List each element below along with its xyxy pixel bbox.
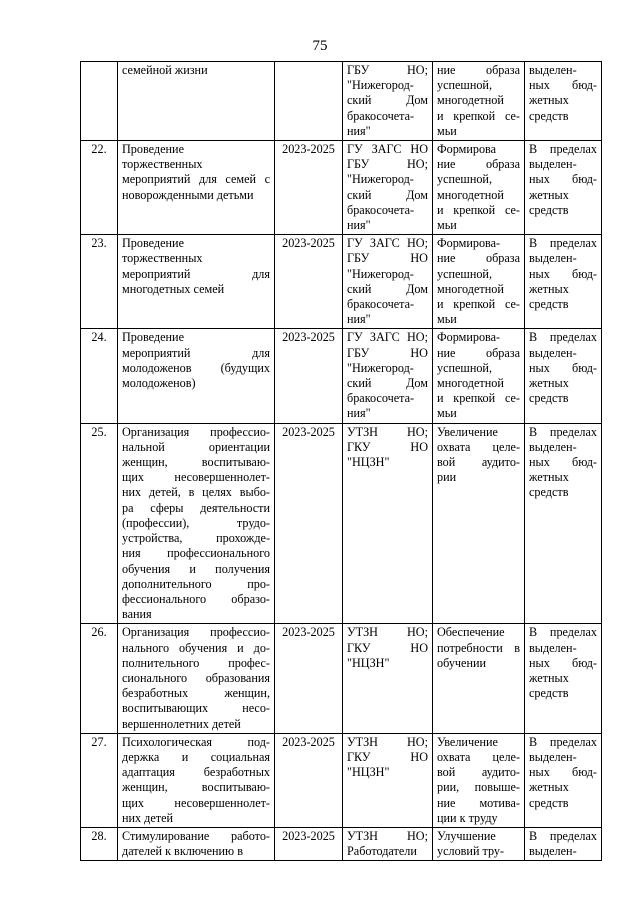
event-cell [118, 423, 275, 624]
cell-line: Увеличение [437, 424, 498, 439]
cell-line: успешной, [437, 78, 493, 93]
cell-line: дателей к включению в [122, 844, 243, 859]
responsible-cell [343, 423, 433, 624]
event-cell [118, 329, 275, 423]
cell-line: ние образа [437, 63, 520, 77]
cell-line: ГБУ НО; [347, 157, 428, 172]
cell-line: жетных [529, 670, 569, 685]
cell-line: ных бюд- [529, 78, 597, 93]
cell-line: "Нижегород- [347, 266, 414, 281]
cell-line: В пределах [529, 236, 597, 251]
period-cell: 2023-2025 [275, 827, 343, 860]
cell-line: бракосочета- [347, 391, 415, 406]
cell-line: средств [529, 686, 569, 701]
cell-line: воспитывающих несо- [122, 701, 270, 716]
cell-line: ных бюд- [529, 765, 597, 780]
cell-line: щих несовершеннолет- [122, 795, 270, 810]
cell-line: нального обучения и до- [122, 640, 270, 655]
cell-line: сионального образования [122, 670, 270, 685]
row-number: 22. [81, 141, 118, 235]
cell-line: женщин, воспитываю- [122, 455, 270, 470]
row-number: 24. [81, 329, 118, 423]
cell-line: выделен- [529, 345, 577, 360]
finance-cell [525, 827, 602, 860]
measures-table [80, 61, 602, 861]
row-number: 26. [81, 624, 118, 733]
cell-line: условий тру- [437, 844, 505, 859]
cell-line: жетных [529, 470, 569, 485]
result-cell [433, 62, 525, 141]
cell-line: В пределах [529, 330, 597, 345]
cell-line: ский Дом [347, 376, 428, 391]
cell-line: молодоженов) [122, 376, 196, 391]
cell-line: ГУ ЗАГС НО [347, 142, 428, 157]
cell-line: ния" [347, 406, 371, 421]
cell-line: вой аудито- [437, 765, 520, 780]
table-row [81, 733, 602, 827]
cell-line: "НЦЗН" [347, 455, 390, 470]
cell-line: успешной, [437, 172, 493, 187]
cell-line: В пределах [529, 142, 597, 157]
cell-line: рии, повыше- [437, 780, 520, 795]
period-cell [275, 62, 343, 141]
cell-line: и крепкой се- [437, 108, 520, 123]
cell-line: ГБУ НО [347, 251, 428, 266]
cell-line: успешной, [437, 266, 493, 281]
cell-line: безработных женщин, [122, 686, 270, 701]
result-cell [433, 423, 525, 624]
cell-line: нальной ориентации [122, 439, 270, 454]
cell-line: держка и социальная [122, 749, 270, 764]
cell-line: выделен- [529, 844, 577, 859]
cell-line: многодетной [437, 93, 504, 108]
result-cell [433, 329, 525, 423]
cell-line: ние образа [437, 157, 520, 172]
cell-line: ГБУ НО; [347, 63, 428, 77]
cell-line: ра сферы деятельности [122, 500, 270, 515]
cell-line: мероприятий для семей с [122, 172, 270, 187]
responsible-cell [343, 235, 433, 329]
cell-line: Стимулирование работо- [122, 828, 270, 843]
responsible-cell [343, 329, 433, 423]
cell-line: В пределах [529, 625, 597, 640]
cell-line: средств [529, 297, 569, 312]
finance-cell [525, 141, 602, 235]
cell-line: охвата целе- [437, 439, 520, 454]
row-number: 23. [81, 235, 118, 329]
cell-line: мьи [437, 123, 457, 138]
cell-line: и крепкой се- [437, 202, 520, 217]
cell-line: В пределах [529, 734, 597, 749]
cell-line: (профессии), трудо- [122, 515, 270, 530]
cell-line: мероприятий для [122, 345, 270, 360]
cell-line: ния" [347, 312, 371, 327]
cell-line: Психологическая под- [122, 734, 270, 749]
cell-line: устройства, прохожде- [122, 531, 270, 546]
page-number: 75 [312, 38, 328, 54]
row-number: 25. [81, 423, 118, 624]
cell-line: выделен- [529, 640, 577, 655]
cell-line: ных бюд- [529, 172, 597, 187]
row-number [81, 62, 118, 141]
table-row [81, 235, 602, 329]
cell-line: обучении [437, 655, 487, 670]
cell-line: семейной жизни [122, 63, 208, 77]
cell-line: "Нижегород- [347, 78, 414, 93]
table-row [81, 329, 602, 423]
cell-line: ных бюд- [529, 655, 597, 670]
finance-cell [525, 624, 602, 733]
responsible-cell [343, 827, 433, 860]
cell-line: "Нижегород- [347, 172, 414, 187]
cell-line: ние мотива- [437, 795, 520, 810]
table-row [81, 141, 602, 235]
cell-line: жетных [529, 93, 569, 108]
cell-line: Улучшение [437, 828, 496, 843]
cell-line: ГКУ НО [347, 439, 428, 454]
cell-line: ский Дом [347, 281, 428, 296]
cell-line: мьи [437, 312, 457, 327]
cell-line: ции к труду [437, 810, 498, 825]
cell-line: Проведение [122, 330, 184, 345]
finance-cell [525, 423, 602, 624]
period-cell: 2023-2025 [275, 141, 343, 235]
cell-line: УТЗН НО; [347, 828, 428, 843]
cell-line: Формирова- [437, 330, 501, 345]
finance-cell [525, 62, 602, 141]
cell-line: Формирова- [437, 236, 501, 251]
period-cell: 2023-2025 [275, 624, 343, 733]
cell-line: мьи [437, 218, 457, 233]
cell-line: фессионального образо- [122, 591, 270, 606]
cell-line: УТЗН НО; [347, 625, 428, 640]
cell-line: Обеспечение [437, 625, 505, 640]
cell-line: и крепкой се- [437, 391, 520, 406]
cell-line: ния профессионального [122, 546, 270, 561]
cell-line: ных бюд- [529, 455, 597, 470]
cell-line: средств [529, 485, 569, 500]
cell-line: выделен- [529, 251, 577, 266]
cell-line: многодетной [437, 376, 504, 391]
cell-line: ГБУ НО [347, 345, 428, 360]
cell-line: ский Дом [347, 187, 428, 202]
result-cell [433, 827, 525, 860]
cell-line: вой аудито- [437, 455, 520, 470]
cell-line: многодетных семей [122, 281, 225, 296]
cell-line: ГКУ НО [347, 749, 428, 764]
finance-cell [525, 329, 602, 423]
cell-line: ных бюд- [529, 360, 597, 375]
period-cell: 2023-2025 [275, 423, 343, 624]
period-cell: 2023-2025 [275, 733, 343, 827]
cell-line: мероприятий для [122, 266, 270, 281]
cell-line: выделен- [529, 157, 577, 172]
cell-line: ский Дом [347, 93, 428, 108]
result-cell [433, 235, 525, 329]
cell-line: В пределах [529, 828, 597, 843]
table-row [81, 827, 602, 860]
cell-line: выделен- [529, 749, 577, 764]
cell-line: ГУ ЗАГС НО; [347, 236, 428, 251]
result-cell [433, 141, 525, 235]
cell-line: средств [529, 108, 569, 123]
cell-line: ния" [347, 123, 371, 138]
cell-line: вания [122, 607, 152, 622]
result-cell [433, 733, 525, 827]
cell-line: щих несовершеннолет- [122, 470, 270, 485]
row-number: 28. [81, 827, 118, 860]
cell-line: средств [529, 202, 569, 217]
cell-line: бракосочета- [347, 202, 415, 217]
event-cell [118, 733, 275, 827]
event-cell [118, 235, 275, 329]
cell-line: рии [437, 470, 457, 485]
cell-line: ГУ ЗАГС НО; [347, 330, 428, 345]
responsible-cell [343, 624, 433, 733]
cell-line: ГКУ НО [347, 640, 428, 655]
cell-line: УТЗН НО; [347, 734, 428, 749]
cell-line: Организация профессио- [122, 424, 270, 439]
cell-line: Проведение [122, 236, 184, 251]
cell-line: охвата целе- [437, 749, 520, 764]
cell-line: ние образа [437, 345, 520, 360]
event-cell [118, 624, 275, 733]
cell-line: жетных [529, 281, 569, 296]
cell-line: Формирова [437, 142, 497, 157]
cell-line: успешной, [437, 360, 493, 375]
cell-line: них детей, в целях выбо- [122, 485, 270, 500]
cell-line: многодетной [437, 281, 504, 296]
cell-line: ния" [347, 218, 371, 233]
result-cell [433, 624, 525, 733]
period-cell: 2023-2025 [275, 235, 343, 329]
cell-line: "НЦЗН" [347, 765, 390, 780]
responsible-cell [343, 141, 433, 235]
cell-line: В пределах [529, 424, 597, 439]
cell-line: жетных [529, 187, 569, 202]
finance-cell [525, 235, 602, 329]
cell-line: Проведение [122, 142, 184, 157]
cell-line: бракосочета- [347, 108, 415, 123]
cell-line: "НЦЗН" [347, 655, 390, 670]
event-cell [118, 827, 275, 860]
table-body [81, 62, 602, 861]
finance-cell [525, 733, 602, 827]
cell-line: жетных [529, 780, 569, 795]
cell-line: адаптация безработных [122, 765, 270, 780]
cell-line: торжественных [122, 157, 203, 172]
cell-line: полнительного профес- [122, 655, 270, 670]
row-number: 27. [81, 733, 118, 827]
cell-line: "Нижегород- [347, 360, 414, 375]
event-cell [118, 62, 275, 141]
table-row [81, 624, 602, 733]
cell-line: потребности в [437, 640, 520, 655]
cell-line: и крепкой се- [437, 297, 520, 312]
cell-line: Работодатели [347, 844, 417, 859]
cell-line: средств [529, 391, 569, 406]
cell-line: мьи [437, 406, 457, 421]
event-cell [118, 141, 275, 235]
cell-line: молодоженов (будущих [122, 360, 270, 375]
cell-line: женщин, воспитываю- [122, 780, 270, 795]
responsible-cell [343, 733, 433, 827]
period-cell: 2023-2025 [275, 329, 343, 423]
cell-line: торжественных [122, 251, 203, 266]
cell-line: УТЗН НО; [347, 424, 428, 439]
cell-line: вершеннолетних детей [122, 716, 241, 731]
cell-line: выделен- [529, 63, 577, 77]
table-row [81, 62, 602, 141]
cell-line: ние образа [437, 251, 520, 266]
cell-line: средств [529, 795, 569, 810]
cell-line: них детей [122, 810, 174, 825]
cell-line: выделен- [529, 439, 577, 454]
cell-line: бракосочета- [347, 297, 415, 312]
responsible-cell [343, 62, 433, 141]
cell-line: многодетной [437, 187, 504, 202]
table-row [81, 423, 602, 624]
cell-line: жетных [529, 376, 569, 391]
cell-line: Организация профессио- [122, 625, 270, 640]
cell-line: обучения и получения [122, 561, 270, 576]
cell-line: ных бюд- [529, 266, 597, 281]
cell-line: дополнительного про- [122, 576, 270, 591]
cell-line: Увеличение [437, 734, 498, 749]
cell-line: новорожденными детьми [122, 187, 254, 202]
